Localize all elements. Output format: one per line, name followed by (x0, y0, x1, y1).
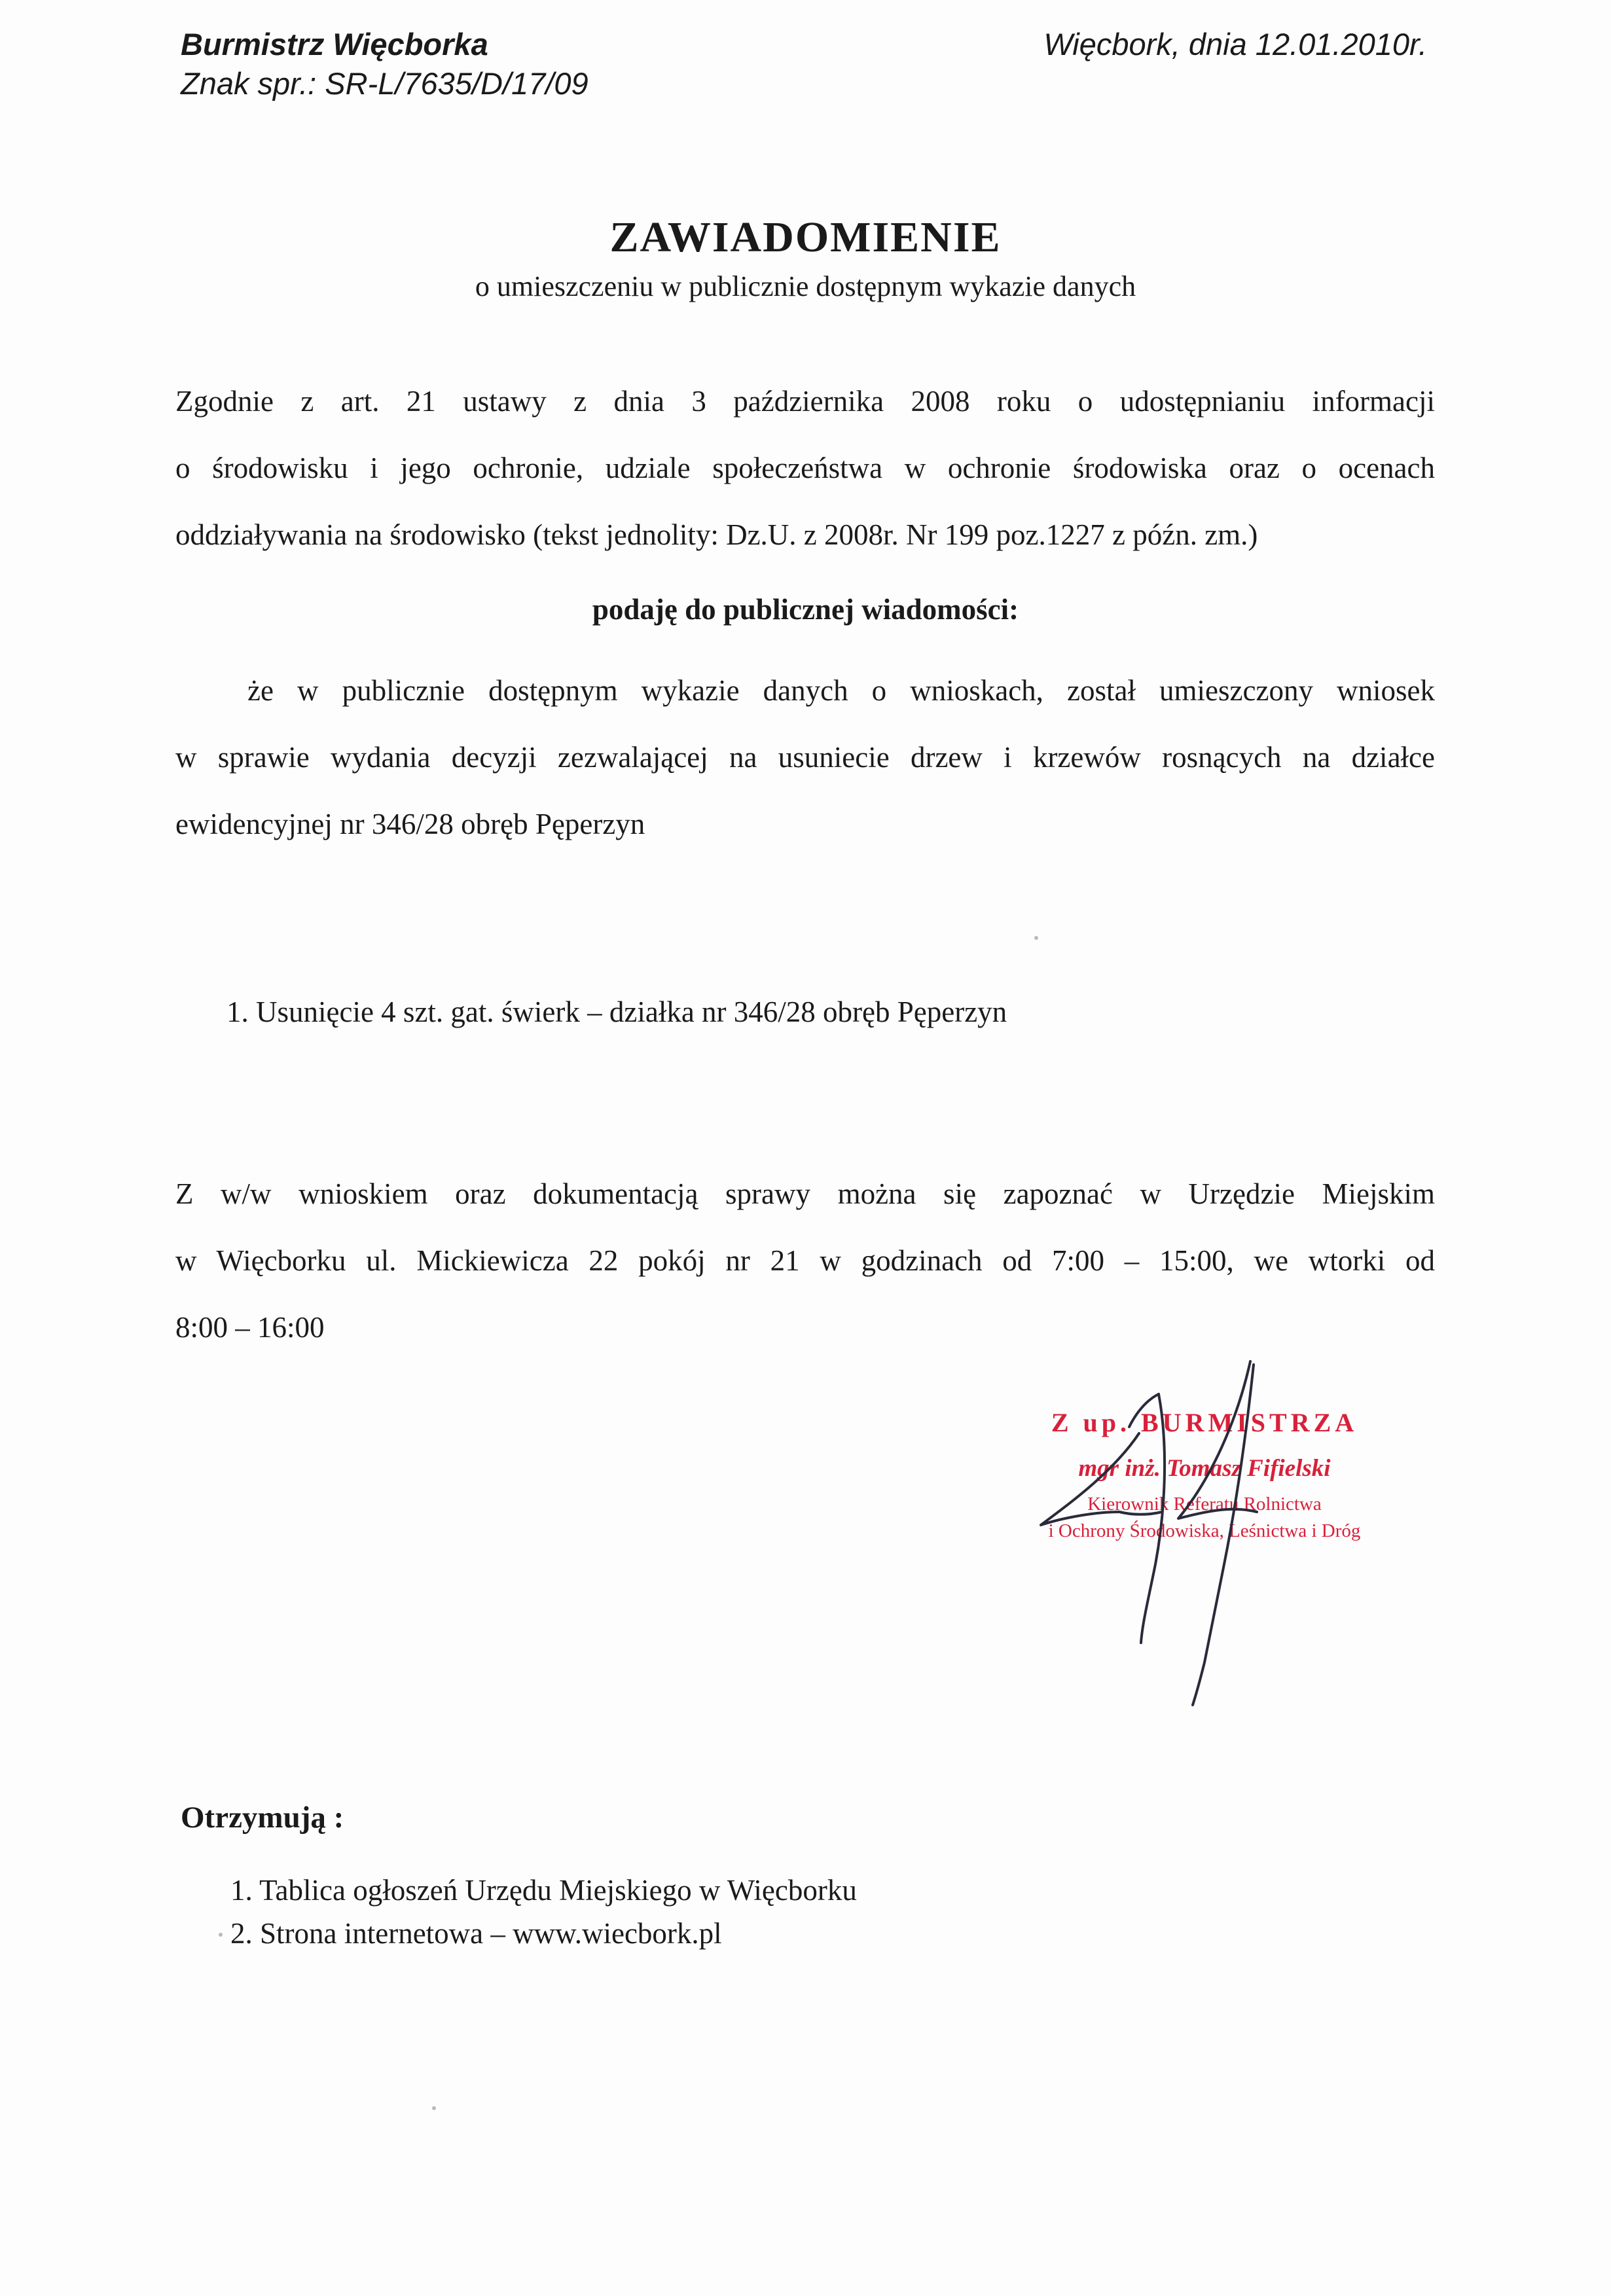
paragraph-line: o środowisku i jego ochronie, udziale społeczeństwa w ochronie środowiska oraz o ocenach (175, 452, 1435, 484)
paragraph-line: ewidencyjnej nr 346/28 obręb Pęperzyn (175, 808, 645, 840)
stamp-position: Kierownik Referatu Rolnictwa (1087, 1494, 1322, 1515)
paragraph-line: 8:00 – 16:00 (175, 1311, 325, 1344)
scan-speck (1034, 936, 1038, 940)
paragraph-line: w Więcborku ul. Mickiewicza 22 pokój nr 21 w godzinach od 7:00 – 15:00, we wtorki od (175, 1244, 1435, 1277)
paragraph-line: oddziaływania na środowisko (tekst jednolity: Dz.U. z 2008r. Nr 199 poz.1227 z późn. zm.) (175, 518, 1258, 551)
list-item: 1. Tablica ogłoszeń Urzędu Miejskiego w Więcborku (230, 1874, 857, 1907)
recipients-list (230, 1869, 857, 1955)
announcement-heading: podaję do publicznej wiadomości: (592, 593, 1019, 626)
paragraph-line: Z w/w wnioskiem oraz dokumentacją sprawy można się zapoznać w Urzędzie Miejskim (175, 1177, 1435, 1210)
scan-speck (432, 2106, 436, 2110)
legal-basis-paragraph (175, 368, 1435, 568)
stamp-authority: Z up. BURMISTRZA (1051, 1408, 1358, 1437)
list-item: 2. Strona internetowa – www.wiecbork.pl (230, 1917, 722, 1950)
document-subtitle: o umieszczeniu w publicznie dostępnym wykazie danych (475, 270, 1136, 302)
document-title: ZAWIADOMIENIE (609, 213, 1002, 261)
paragraph-line: że w publicznie dostępnym wykazie danych o wnioskach, został umieszczony wniosek (247, 674, 1435, 707)
place-and-date: Więcbork, dnia 12.01.2010r. (1043, 27, 1427, 62)
stamp-signatory: mgr inż. Tomasz Fifielski (1078, 1455, 1331, 1482)
info-paragraph (175, 1160, 1435, 1361)
stamp-department: i Ochrony Środowiska, Leśnictwa i Dróg (1048, 1520, 1361, 1541)
case-reference: Znak spr.: SR-L/7635/D/17/09 (181, 66, 588, 101)
notice-paragraph (175, 657, 1435, 857)
paragraph-line: w sprawie wydania decyzji zezwalającej na usuniecie drzew i krzewów rosnących na działce (175, 741, 1435, 774)
handwritten-signature (1021, 1348, 1362, 1715)
paragraph-line: Zgodnie z art. 21 ustawy z dnia 3 października 2008 roku o udostępnianiu informacji (175, 385, 1435, 418)
scan-speck (219, 1933, 223, 1937)
recipients-heading: Otrzymują : (181, 1801, 344, 1835)
issuing-office: Burmistrz Więcborka (181, 27, 488, 62)
list-item: 1. Usunięcie 4 szt. gat. świerk – działka nr 346/28 obręb Pęperzyn (226, 996, 1007, 1028)
